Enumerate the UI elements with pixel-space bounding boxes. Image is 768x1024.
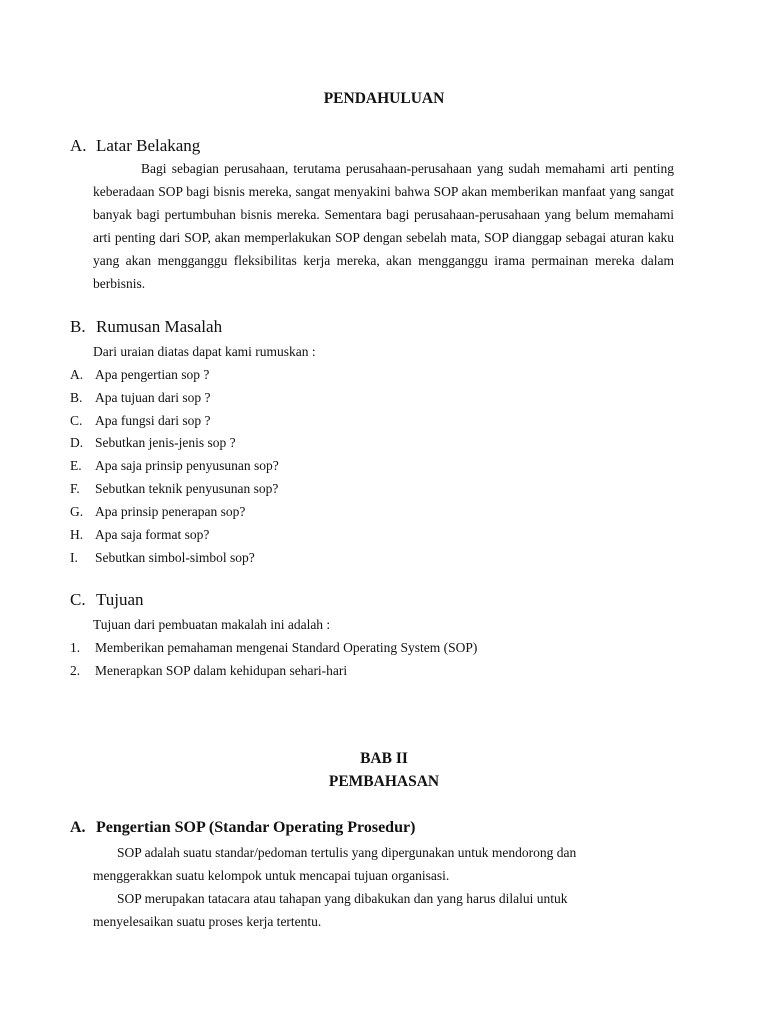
section-letter: A. (70, 136, 87, 155)
paragraph-line: menyelesaikan suatu proses kerja tertentu. (93, 914, 322, 929)
latar-belakang-paragraph (93, 157, 674, 295)
list-item (70, 661, 347, 681)
list-text: Sebutkan teknik penyusunan sop? (95, 481, 279, 496)
section-letter: C. (70, 590, 86, 609)
list-text: Apa prinsip penerapan sop? (95, 504, 246, 519)
list-marker: I. (70, 550, 78, 565)
list-text: Apa saja format sop? (95, 527, 210, 542)
section-title: Pengertian SOP (Standar Operating Prosedur) (96, 819, 416, 836)
list-marker: E. (70, 458, 82, 473)
paragraph-line: SOP merupakan tatacara atau tahapan yang dibakukan dan yang harus dilalui untuk (117, 891, 568, 906)
section-heading-rumusan-masalah (70, 317, 222, 337)
tujuan-intro: Tujuan dari pembuatan makalah ini adalah : (93, 617, 331, 632)
page-title: PENDAHULUAN (323, 90, 445, 107)
list-marker: C. (70, 413, 83, 428)
list-item (70, 365, 209, 385)
section-heading-tujuan (70, 590, 144, 610)
section-title: Latar Belakang (96, 136, 201, 155)
list-marker: D. (70, 435, 84, 450)
list-marker: 1. (70, 640, 81, 655)
section-title: Rumusan Masalah (96, 317, 223, 336)
list-text: Apa fungsi dari sop ? (95, 413, 211, 428)
list-marker: 2. (70, 663, 81, 678)
list-text: Apa pengertian sop ? (95, 367, 210, 382)
section-title: Tujuan (96, 590, 144, 609)
rumusan-intro: Dari uraian diatas dapat kami rumuskan : (93, 344, 316, 359)
list-item (70, 433, 236, 453)
list-text: Sebutkan jenis-jenis sop ? (95, 435, 236, 450)
list-marker: G. (70, 504, 84, 519)
list-text: Apa tujuan dari sop ? (95, 390, 211, 405)
section-letter: B. (70, 317, 86, 336)
list-item (70, 456, 279, 476)
list-item (70, 411, 210, 431)
list-text: Sebutkan simbol-simbol sop? (95, 550, 255, 565)
list-item (70, 502, 245, 522)
paragraph-text: Bagi sebagian perusahaan, terutama perusahaan-perusahaan yang sudah memahami arti penting keberadaan SOP bagi bisnis mereka, sangat menyakini bahwa SOP akan memberikan manfaat yang sangat banyak bagi pertumbuhan bisnis mereka. Sementara bagi perusahaan-perusahaan yang belum memahami arti penting dari SOP, akan memperlakukan SOP dengan sebelah mata, SOP dianggap sebagai aturan kaku yang akan mengganggu fleksibilitas kerja mereka, akan mengganggu irama permainan mereka dalam berbisnis. (93, 161, 674, 291)
list-item (70, 525, 209, 545)
section-letter: A. (70, 819, 86, 836)
list-item (70, 548, 255, 568)
list-item (70, 479, 278, 499)
paragraph-line: menggerakkan suatu kelompok untuk mencapai tujuan organisasi. (93, 868, 450, 883)
list-marker: F. (70, 481, 80, 496)
list-marker: B. (70, 390, 83, 405)
list-text: Menerapkan SOP dalam kehidupan sehari-hari (95, 663, 348, 678)
list-item (70, 638, 477, 658)
list-marker: A. (70, 367, 84, 382)
chapter-number: BAB II (360, 750, 408, 767)
section-heading-pengertian-sop (70, 819, 415, 837)
list-marker: H. (70, 527, 84, 542)
section-heading-latar-belakang (70, 136, 200, 156)
list-text: Memberikan pemahaman mengenai Standard Operating System (SOP) (95, 640, 478, 655)
list-text: Apa saja prinsip penyusunan sop? (95, 458, 279, 473)
paragraph-line: SOP adalah suatu standar/pedoman tertulis yang dipergunakan untuk mendorong dan (117, 845, 577, 860)
chapter-title: PEMBAHASAN (328, 773, 440, 790)
list-item (70, 388, 210, 408)
